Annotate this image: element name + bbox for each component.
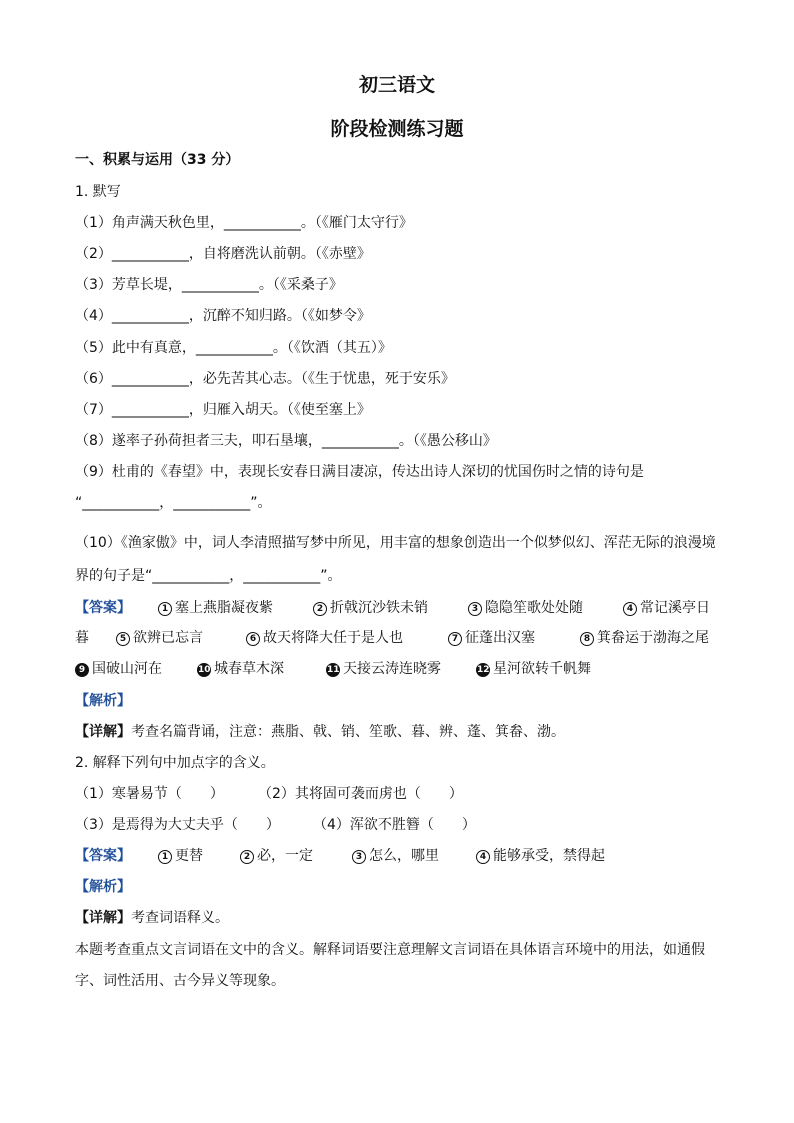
answer-item [326, 659, 441, 679]
answer-text: 常记溪亭日 [640, 600, 710, 616]
answer-number-badge: 6 [246, 632, 260, 646]
answer-item [580, 628, 709, 648]
answer-label: 【答案】 [75, 600, 131, 616]
detail-line [75, 722, 724, 742]
detail-text: 考查名篇背诵，注意：燕脂、戟、销、笙歌、暮、辨、蓬、箕畚、渤。 [131, 724, 565, 740]
explanation-paragraph-line-2: 字、词性活用、古今异义等现象。 [75, 973, 285, 989]
answer-number-badge: 3 [352, 850, 366, 864]
q1-item-6: （6）___________，必先苦其心志。（《生于忧患，死于安乐》 [75, 371, 455, 387]
answer-item [75, 659, 162, 679]
answer-item [448, 628, 535, 648]
answer-number-badge: 4 [476, 850, 490, 864]
detail-text: 考查词语释义。 [131, 910, 229, 926]
answer-item [476, 659, 591, 679]
answer-item [476, 846, 605, 866]
question-2-label: 2. 解释下列句中加点字的含义。 [75, 755, 275, 771]
answer-text: 星河欲转千帆舞 [493, 661, 591, 677]
detail-label: 【详解】 [75, 910, 131, 926]
q2-item-4: （4）浑欲不胜簪（ ） [313, 817, 476, 833]
answer-item [116, 628, 203, 648]
answer-item [158, 598, 273, 618]
q1-item-8: （8）遂率子孙荷担者三夫，叩石垦壤，___________。（《愚公移山》 [75, 433, 497, 449]
q1-item-3: （3）芳草长堤，___________。（《采桑子》 [75, 277, 343, 293]
q1-item-9: （9）杜甫的《春望》中，表现长安春日满目凄凉，传达出诗人深切的忧国伤时之情的诗句是 [75, 464, 644, 480]
answer-text: 折戟沉沙铁未销 [330, 600, 428, 616]
answer-number-badge: 8 [580, 632, 594, 646]
answer-item [158, 846, 203, 866]
answer-number-badge: 7 [448, 632, 462, 646]
analysis-label: 【解析】 [75, 693, 131, 709]
q1-item-10: （10）《渔家傲》中，词人李清照描写梦中所见，用丰富的想象创造出一个似梦似幻、浑茫无际的浪漫境 [75, 535, 716, 551]
detail-line [75, 908, 724, 928]
answer-text: 国破山河在 [92, 661, 162, 677]
q1-item-9-blanks: “___________，___________”。 [75, 495, 272, 511]
answer-number-badge: 5 [116, 632, 130, 646]
q1-item-4: （4）___________，沉醉不知归路。（《如梦令》 [75, 308, 371, 324]
answer-item [240, 846, 313, 866]
answer-item [623, 598, 710, 618]
answer-text: 更替 [175, 848, 203, 864]
answer-item [197, 659, 284, 679]
explanation-paragraph-line-1: 本题考查重点文言词语在文中的含义。解释词语要注意理解文言词语在具体语言环境中的用法，如通假 [75, 942, 705, 958]
q2-item-2: （2）其将固可袭而虏也（ ） [258, 786, 463, 802]
answer-item [468, 598, 583, 618]
analysis-label: 【解析】 [75, 879, 131, 895]
answer-number-badge: 1 [158, 850, 172, 864]
answer-item [352, 846, 439, 866]
question-1-label: 1. 默写 [75, 184, 121, 200]
answer-text: 征蓬出汉塞 [465, 630, 535, 646]
answer-text: 欲辨已忘言 [133, 630, 203, 646]
answer-text: 塞上燕脂凝夜紫 [175, 600, 273, 616]
q2-item-1: （1）寒暑易节（ ） [75, 786, 224, 802]
answer-number-badge: 1 [158, 602, 172, 616]
answer-item [246, 628, 403, 648]
answer-text: 能够承受，禁得起 [493, 848, 605, 864]
answer-text: 天接云涛连晓雾 [343, 661, 441, 677]
answer-item [313, 598, 428, 618]
answer-number-badge: 2 [313, 602, 327, 616]
answer-item-continued: 暮 [75, 630, 89, 646]
section-heading: 一、积累与运用（33 分） [75, 152, 240, 168]
answer-text: 怎么，哪里 [369, 848, 439, 864]
answer-text: 故天将降大任于是人也 [263, 630, 403, 646]
answer-number-badge: 3 [468, 602, 482, 616]
q2-item-3: （3）是焉得为大丈夫乎（ ） [75, 817, 280, 833]
answer-text: 箕畚运于渤海之尾 [597, 630, 709, 646]
answer-text: 隐隐笙歌处处随 [485, 600, 583, 616]
answer-number-badge: 9 [75, 663, 89, 677]
answer-number-badge: 12 [477, 665, 490, 675]
document-title: 初三语文 [358, 74, 435, 96]
answer-text: 必，一定 [257, 848, 313, 864]
q1-item-1: （1）角声满天秋色里，___________。（《雁门太守行》 [75, 215, 413, 231]
answer-text: 城春草木深 [214, 661, 284, 677]
answer-number-badge: 2 [240, 850, 254, 864]
q1-item-5: （5）此中有真意，___________。（《饮酒（其五）》 [75, 340, 392, 356]
answer-label: 【答案】 [75, 848, 131, 864]
q1-item-7: （7）___________，归雁入胡天。（《使至塞上》 [75, 402, 371, 418]
q1-item-10-blanks: 界的句子是“___________，___________”。 [75, 568, 342, 584]
detail-label: 【详解】 [75, 724, 131, 740]
answer-number-badge: 10 [198, 665, 211, 675]
document-subtitle: 阶段检测练习题 [330, 118, 464, 140]
q1-item-2: （2）___________，自将磨洗认前朝。（《赤壁》 [75, 246, 371, 262]
answer-number-badge: 11 [327, 665, 340, 675]
answer-number-badge: 4 [623, 602, 637, 616]
